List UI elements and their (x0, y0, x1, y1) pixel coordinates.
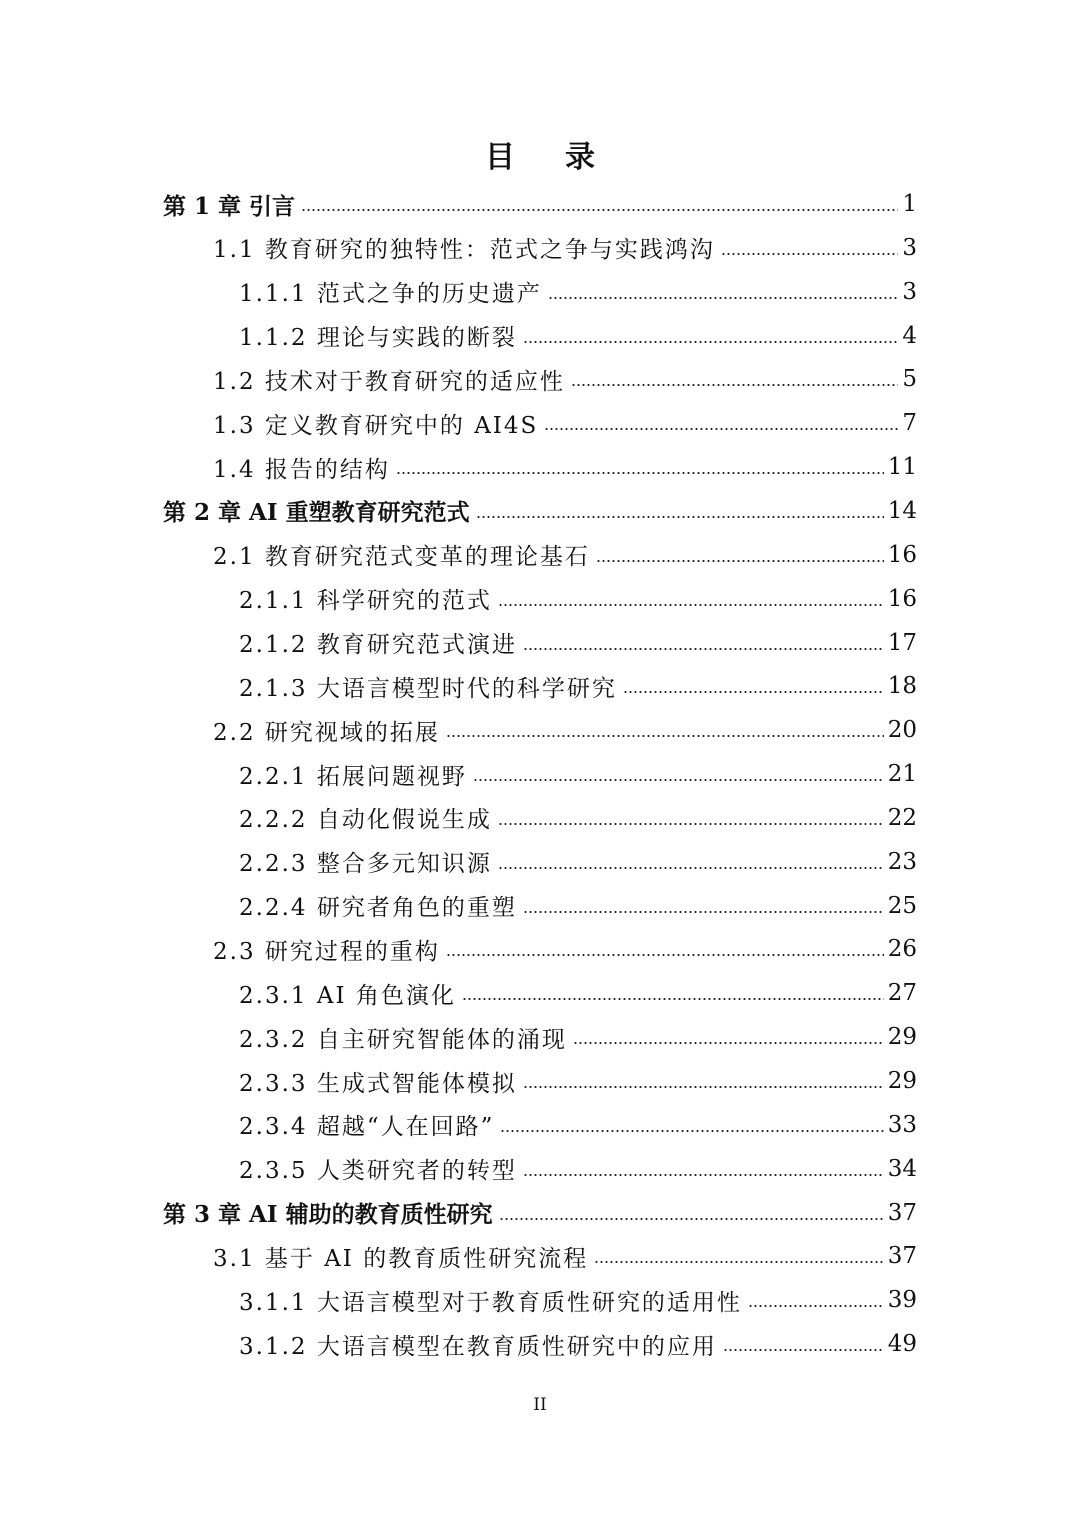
toc-entry-page-number: 20 (887, 717, 917, 744)
toc-entry-page-number: 14 (887, 497, 917, 524)
toc-chapter-entry[interactable] (163, 489, 917, 533)
toc-dot-leader (498, 867, 884, 869)
toc-entry-page-number: 22 (887, 804, 917, 831)
toc-entry-label: 2.3.5 人类研究者的转型 (239, 1158, 517, 1185)
toc-dot-leader (548, 297, 899, 299)
toc-entry-label: 2.2.2 自动化假说生成 (239, 807, 492, 834)
toc-dot-leader (523, 648, 884, 650)
toc-dot-leader (748, 1305, 884, 1307)
toc-entry-page-number: 29 (887, 1068, 917, 1094)
toc-entry-page-number: 4 (902, 322, 917, 349)
toc-entry-page-number: 16 (887, 585, 917, 612)
toc-entry-label: 2.3 研究过程的重构 (213, 938, 440, 965)
toc-entry-page-number: 3 (902, 234, 917, 261)
toc-entry-page-number: 37 (887, 1199, 917, 1226)
toc-dot-leader (523, 1086, 884, 1088)
toc-section-entry[interactable] (213, 357, 917, 401)
toc-entry-label: 2.1 教育研究范式变革的理论基石 (213, 544, 590, 571)
toc-subsection-entry[interactable] (239, 1059, 917, 1103)
toc-entry-label: 2.1.2 教育研究范式演进 (239, 632, 517, 658)
toc-subsection-entry[interactable] (239, 971, 917, 1015)
toc-entry-page-number: 25 (887, 892, 917, 919)
toc-dot-leader (446, 735, 884, 737)
toc-entry-label: 2.2.1 拓展问题视野 (239, 763, 467, 790)
toc-chapter-entry[interactable] (163, 182, 917, 226)
toc-subsection-entry[interactable] (239, 796, 917, 840)
toc-entry-page-number: 11 (887, 454, 917, 481)
toc-subsection-entry[interactable] (239, 270, 917, 314)
toc-dot-leader (396, 472, 884, 474)
toc-entry-label: 第 1 章 引言 (163, 192, 296, 220)
toc-dot-leader (573, 1042, 884, 1044)
toc-entry-label: 2.3.3 生成式智能体模拟 (239, 1070, 517, 1097)
toc-subsection-entry[interactable] (239, 752, 917, 796)
toc-dot-leader (462, 998, 884, 1000)
toc-section-entry[interactable] (213, 226, 917, 270)
toc-entry-page-number: 1 (902, 191, 917, 217)
toc-entry-label: 2.3.2 自主研究智能体的涌现 (239, 1026, 567, 1053)
toc-chapter-entry[interactable] (163, 1191, 917, 1235)
toc-entry-page-number: 3 (902, 278, 917, 305)
toc-entry-page-number: 39 (887, 1287, 917, 1314)
toc-entry-label: 1.1.2 理论与实践的断裂 (239, 325, 517, 352)
toc-subsection-entry[interactable] (239, 577, 917, 621)
toc-entry-label: 2.2.3 整合多元知识源 (239, 851, 492, 878)
toc-entry-label: 2.2.4 研究者角色的重塑 (239, 895, 517, 922)
toc-subsection-entry[interactable] (239, 1015, 917, 1059)
toc-dot-leader (523, 1174, 884, 1176)
toc-entry-page-number: 23 (887, 848, 917, 875)
toc-dot-leader (523, 341, 899, 343)
toc-entry-label: 2.1.1 科学研究的范式 (239, 588, 492, 615)
toc-section-entry[interactable] (213, 927, 917, 971)
toc-entry-page-number: 16 (887, 541, 917, 568)
toc-entry-page-number: 17 (887, 629, 917, 656)
toc-dot-leader (499, 1218, 884, 1220)
toc-entry-page-number: 37 (887, 1243, 917, 1270)
toc-entry-page-number: 34 (887, 1155, 917, 1182)
toc-subsection-entry[interactable] (239, 1278, 917, 1322)
toc-subsection-entry[interactable] (239, 1103, 917, 1147)
toc-dot-leader (596, 560, 884, 562)
toc-section-entry[interactable] (213, 445, 917, 489)
toc-entry-page-number: 33 (887, 1111, 917, 1138)
toc-dot-leader (623, 691, 884, 693)
page-number: II (533, 1395, 547, 1415)
toc-entry-label: 3.1 基于 AI 的教育质性研究流程 (213, 1245, 589, 1272)
toc-entry-label: 1.1 教育研究的独特性：范式之争与实践鸿沟 (213, 237, 715, 264)
toc-entry-label: 第 2 章 AI 重塑教育研究范式 (163, 499, 470, 527)
toc-section-entry[interactable] (213, 1234, 917, 1278)
toc-subsection-entry[interactable] (239, 1322, 917, 1366)
toc-entry-page-number: 26 (887, 936, 917, 963)
toc-entry-page-number: 18 (887, 673, 917, 700)
toc-dot-leader (446, 954, 884, 956)
toc-subsection-entry[interactable] (239, 621, 917, 665)
toc-section-entry[interactable] (213, 533, 917, 577)
toc-section-entry[interactable] (213, 401, 917, 445)
toc-entry-label: 1.1.1 范式之争的历史遗产 (239, 281, 542, 308)
toc-dot-leader (523, 911, 884, 913)
toc-entry-label: 3.1.2 大语言模型在教育质性研究中的应用 (239, 1333, 717, 1360)
toc-entry-label: 1.3 定义教育研究中的 AI4S (213, 412, 539, 439)
toc-title: 目录 (485, 140, 645, 175)
toc-entry-label: 2.3.4 超越“人在回路” (239, 1114, 495, 1141)
toc-subsection-entry[interactable] (239, 1147, 917, 1191)
toc-entry-page-number: 7 (902, 410, 917, 437)
toc-dot-leader (721, 253, 898, 255)
toc-dot-leader (498, 823, 884, 825)
toc-dot-leader (498, 604, 884, 606)
toc-dot-leader (544, 428, 898, 430)
toc-subsection-entry[interactable] (239, 840, 917, 884)
toc-entry-page-number: 21 (887, 761, 917, 788)
toc-entry-label: 3.1.1 大语言模型对于教育质性研究的适用性 (239, 1289, 742, 1316)
toc-subsection-entry[interactable] (239, 314, 917, 358)
toc-dot-leader (571, 384, 898, 386)
toc-entry-label: 第 3 章 AI 辅助的教育质性研究 (163, 1201, 493, 1229)
toc-dot-leader (301, 209, 898, 211)
toc-dot-leader (473, 779, 884, 781)
toc-dot-leader (476, 516, 884, 518)
toc-entry-page-number: 27 (887, 980, 917, 1007)
toc-entry-label: 1.4 报告的结构 (213, 456, 390, 483)
toc-entry-label: 2.2 研究视域的拓展 (213, 719, 440, 746)
toc-dot-leader (723, 1349, 884, 1351)
toc-entry-label: 1.2 技术对于教育研究的适应性 (213, 368, 565, 395)
toc-entry-page-number: 29 (887, 1024, 917, 1051)
toc-entry-label: 2.1.3 大语言模型时代的科学研究 (239, 675, 617, 702)
toc-entry-page-number: 49 (887, 1331, 917, 1358)
toc-subsection-entry[interactable] (239, 664, 917, 708)
toc-subsection-entry[interactable] (239, 884, 917, 928)
toc-section-entry[interactable] (213, 708, 917, 752)
toc-dot-leader (500, 1130, 883, 1132)
toc-entry-label: 2.3.1 AI 角色演化 (239, 982, 456, 1009)
toc-entry-page-number: 5 (902, 366, 917, 393)
toc-dot-leader (594, 1261, 884, 1263)
